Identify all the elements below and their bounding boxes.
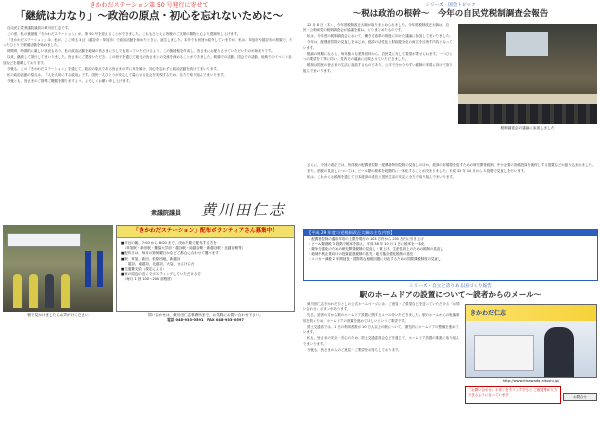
paragraph: 『きかわだステーション』は、私が、ここ埼玉 3 区（越谷市・草加市）で政治活動を始めたときに、誕生しました。本号でも何回か紹介していますが、私は、草加市や越谷市の駅頭で、たったひとりで駅頭活動を始めました。 xyxy=(3,38,293,48)
series-tag-2: シリーズ・自立と誇りある国づくり報告 xyxy=(409,284,492,289)
building-shape xyxy=(474,335,534,371)
paragraph: この度、私の後援報『きかわだステーション』が、第 50 号を迎えることができました。これもひとえに皆様のご支援の賜物と心より感謝申し上げます。 xyxy=(7,32,241,36)
photo-caption: 駅で見かけましたらお声がけください xyxy=(27,313,89,317)
issue-kicker: きかわだステーション第 50 号発行に寄せて xyxy=(89,2,209,9)
contact-phone: 電話 048-933-0591 FAX 048-933-0597 xyxy=(167,318,244,322)
website-logo: きかわだ仁志 xyxy=(470,310,507,317)
paragraph: 税制は国民の皆さまの生活に直結するものであり、公平で分かりやすい税制の実現に向けて取り組んでまいります。 xyxy=(303,63,453,73)
tax-top-row xyxy=(303,23,598,163)
website-header xyxy=(466,305,596,321)
list-item: ・地域中核企業向けの投資促進税制の拡充・地方拠点強化税制の延長 xyxy=(308,251,414,256)
screen-shape xyxy=(506,32,548,56)
bottom-left-section xyxy=(3,225,295,320)
flag-shape xyxy=(97,251,103,287)
tax-article-title: ～税は政治の根幹～ 今年の自民党税制調査会報告 xyxy=(352,9,549,19)
left-article-title: 「継続は力なり」～政治の原点・初心を忘れないために～ xyxy=(15,10,283,22)
series-tag: シリーズ・国会トピック xyxy=(425,3,476,8)
person-figure xyxy=(29,274,38,308)
station-photo xyxy=(3,225,113,312)
list-item: ■交通費支給（規定による） xyxy=(121,267,167,272)
paragraph: 今年は、配偶者控除の見直しをはじめ、経済の活性化と財政健全化の両立を目指す内容となっています。 xyxy=(303,40,453,50)
website-body xyxy=(466,321,597,378)
list-item: （毎月 1 回 100～200 部程度） xyxy=(121,277,175,282)
signature-role: 衆議院議員 xyxy=(151,210,182,217)
right-column xyxy=(303,2,598,406)
paragraph: 先日、読者の方から駅のホームドア設置に関するメールをいただきました。駅のホームからの転落事故を防ぐため、ホームドアの設置を進めてほしいというご要望です。 xyxy=(303,313,460,323)
list-item: ■配布日は、毎月の第何曜日かなどご都合に合わせて選べます xyxy=(121,251,219,256)
tax-body xyxy=(303,163,598,228)
website-url[interactable]: http://www.kikawada-hitoshi.jp/ xyxy=(502,379,560,383)
person-figure xyxy=(45,274,54,308)
list-item: （草加駅・新田駅・獨協大学前・越谷駅・南越谷駅・新越谷駅・北越谷駅等） xyxy=(121,246,246,251)
website-screenshot xyxy=(465,304,597,378)
person-figure xyxy=(13,274,22,308)
paragraph: さらに、今回の改正では、所得税の配偶者控除・配偶者特別控除の見直しのほか、経済の好循環を促すための研究開発税制、中小企業の設備投資を後押しする措置などが盛り込まれました。 xyxy=(307,163,596,167)
list-item: ■駅：草加、新田、松原団地、新越谷 xyxy=(121,256,181,261)
audience-shape xyxy=(458,104,597,124)
door-row xyxy=(303,302,598,406)
list-item: ・ビール類酒税 3 段階で税率を揃え、平成 38 年 10 月 1 日に税率を一本化 xyxy=(308,241,425,246)
signature xyxy=(3,196,295,222)
paragraph: 国土交通省では、1 日の利用者数が 10 万人以上の駅について、優先的にホームドアの整備を進めています。 xyxy=(303,324,459,335)
paragraph: 自由民主党衆議院議員の黄川田仁志です。 xyxy=(7,26,72,30)
paragraph: 今後とも、皆さまのご指導ご鞭撻を賜りますよう、よろしくお願い申し上げます。 xyxy=(7,78,133,83)
paragraph: 12 月 8 日（木）、今年度税制改正大綱が取りまとめられました。今年度税制改正大綱は、自民・公明両党の税制調査会が協議を重ね、とりまとめたものです。 xyxy=(303,23,449,33)
inquiry-note: 「お問い合わせ」ボタンをクリックすると ご意見等が入力できるようになっています xyxy=(465,386,561,404)
meeting-photo xyxy=(458,24,597,124)
paragraph: 私は、これからも税制を通じて日本経済の成長と国民生活の安定に全力で取り組んでまいります。 xyxy=(307,175,456,179)
left-article-body xyxy=(3,26,295,196)
person-figure xyxy=(544,327,574,378)
paragraph: 黄川田仁志きかわだひとしの公式ホームページには、ご意見・ご要望などを送っていただける「お問い合わせ」ボタンがあります。 xyxy=(303,302,460,312)
paragraph: 今後も、この『きかわだステーション』を通じて、政治の原点である皆さまの声に耳を傾け、初心を忘れずに政治活動を続けてまいります。 xyxy=(7,66,220,71)
paragraph: 時間帯、時期的に厳しい状況もあり、私の政治活動を地域の皆さまに少しでも知っていただけるよう、この後援報を作成し、皆さまにお配りさせていただいたのが始まりです。 xyxy=(7,49,275,54)
contact-line: 問い合わせは、黄川田仁志事務所まで、お気軽にお問い合わせ下さい。 xyxy=(148,313,263,317)
paragraph: 以来、継続して発行してまいりました。皆さまにご愛読いただき、この冊子を通じて地元の皆さまとの交流を深めることができました。駅頭での活動、国会での活動、地域でのイベント参加などを掲載しております。 xyxy=(3,55,292,65)
list-item: ■平日の朝、7:00 から 8:00 まで、決めた駅で配布する方を xyxy=(121,241,217,245)
tax-outline-title: 【平成 29 年度与党税制改正大綱の主な内容】 xyxy=(304,230,597,236)
volunteer-list xyxy=(117,238,294,286)
paragraph: 私は、今年度の税制調査会において、働き方改革の推進に向けた議論に参加してまいりました。 xyxy=(307,34,453,39)
contact-info xyxy=(116,313,295,323)
flag-shape xyxy=(85,251,91,287)
list-item: ・エコカー減税 2 年間延長・国際的な租税回避に対応するための国際課税制度の見直し xyxy=(308,256,442,261)
list-item: 越谷、南越谷、北越谷、大袋、せんげん台 xyxy=(121,261,195,266)
paragraph: また、酒税の見直しについては、ビール類の税率を段階的に一本化することが決まりました。平成 32 年 10 月から 3 段階で見直しを行います。 xyxy=(307,169,528,173)
inquiry-button[interactable]: お問合せ xyxy=(563,393,597,401)
tax-outline-box xyxy=(303,229,598,281)
list-item: ・競争力強化のための研究開発税制の見直し・賃上げ、生産性向上のための税制の見直し xyxy=(308,246,444,251)
meeting-caption: 税制調査会の議論に参加しました xyxy=(500,126,555,130)
paragraph: 税調の時期になると、毎年様々な業界団体から、自民党に対して要望が寄せられます。一つひとつの要望を丁寧に伺い、党内での議論に反映させていただきました。 xyxy=(303,51,453,62)
door-article-body xyxy=(303,302,461,406)
paragraph: 私も、皆さまの安全・安心のため、国土交通委員会などを通じて、ホームドア設置の推進に取り組んでまいります。 xyxy=(303,336,460,346)
person-figure xyxy=(61,274,70,308)
volunteer-title: 「きかわだステーション」配布ボランティアさん募集中！ xyxy=(117,226,294,238)
paragraph: 私の政治活動の原点は、『人を大切にする政治』です。国民一人ひとりが安心して暮らせる社会を実現するため、全力で取り組んでまいります。 xyxy=(7,72,227,77)
signature-name: 黄川田仁志 xyxy=(201,201,287,219)
door-article-title: 駅のホームドアの設置について～読者からのメール～ xyxy=(359,290,542,299)
paragraph: 今後も、皆さまからのご意見・ご要望をお待ちしております。 xyxy=(307,347,402,352)
tax-outline-list xyxy=(304,236,597,263)
list-item: ■家の周辺の近くでポスティングしていただける方 xyxy=(121,272,201,277)
list-item: ・配偶者控除の適用年収の上限を現行の 103 万円から 150 万円に引き上げ xyxy=(308,237,424,241)
left-column xyxy=(3,2,295,320)
tax-intro xyxy=(303,23,453,163)
banner-shape xyxy=(7,233,81,247)
volunteer-box xyxy=(116,225,295,312)
table-shape xyxy=(458,94,597,104)
